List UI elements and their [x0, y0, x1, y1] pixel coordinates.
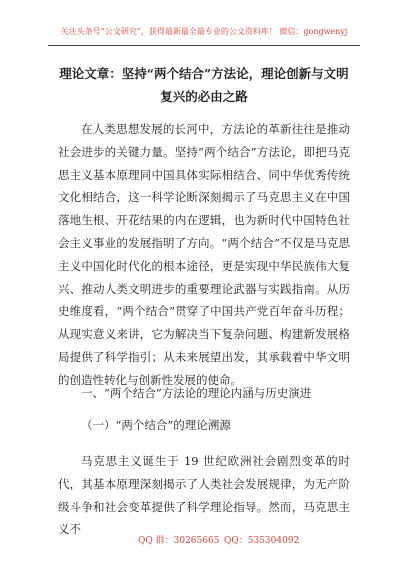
section-paragraph-block — [58, 450, 350, 541]
intro-paragraph: 在人类思想发展的长河中，方法论的革新往往是推动社会进步的关键力量。坚持“两个结合”方法论，即把马克思主义基本原理同中国具体实际相结合、同中华优秀传统文化相结合，这一科学论断深刻揭示了马克思主义在中国落地生根、开花结果的内在逻辑，也为新时代中国特色社会主义事业的发展指明了方向。“两个结合”不仅是马克思主义中国化时代化的根本途径，更是实现中华民族伟大复兴、推动人类文明进步的重要理论武器与实践指南。从历史维度看，“两个结合”贯穿了中国共产党百年奋斗历程；从现实意义来讲，它为解决当下复杂问题、构建新发展格局提供了科学指引；从未来展望出发，其承载着中华文明的创造性转化与创新性发展的使命。 — [58, 122, 350, 387]
subsection-heading-1: （一）“两个结合”的理论溯源 — [81, 418, 231, 432]
footer-qq-group: QQ 群：30265665 — [138, 536, 220, 546]
header-divider — [48, 45, 360, 46]
intro-paragraph-block — [58, 118, 350, 392]
document-title: 理论文章：坚持“两个结合”方法论，理论创新与文明复兴的必由之路 — [59, 66, 349, 104]
footer — [0, 533, 408, 547]
section-paragraph: 马克思主义诞生于 19 世纪欧洲社会剧烈变革的时代，其基本原理深刻揭示了人类社会发展规律，为无产阶级斗争和社会变革提供了科学理论指导。然而，马克思主义不 — [58, 454, 350, 537]
header-banner: 关注头条号“公文研究”，获得最新最全最专业的公文资料库！ 微信：gongwenyj — [60, 27, 348, 36]
footer-qq-contact: QQ：535304092 — [224, 536, 300, 546]
section-heading-1: 一、“两个结合”方法论的理论内涵与历史演进 — [81, 386, 312, 400]
